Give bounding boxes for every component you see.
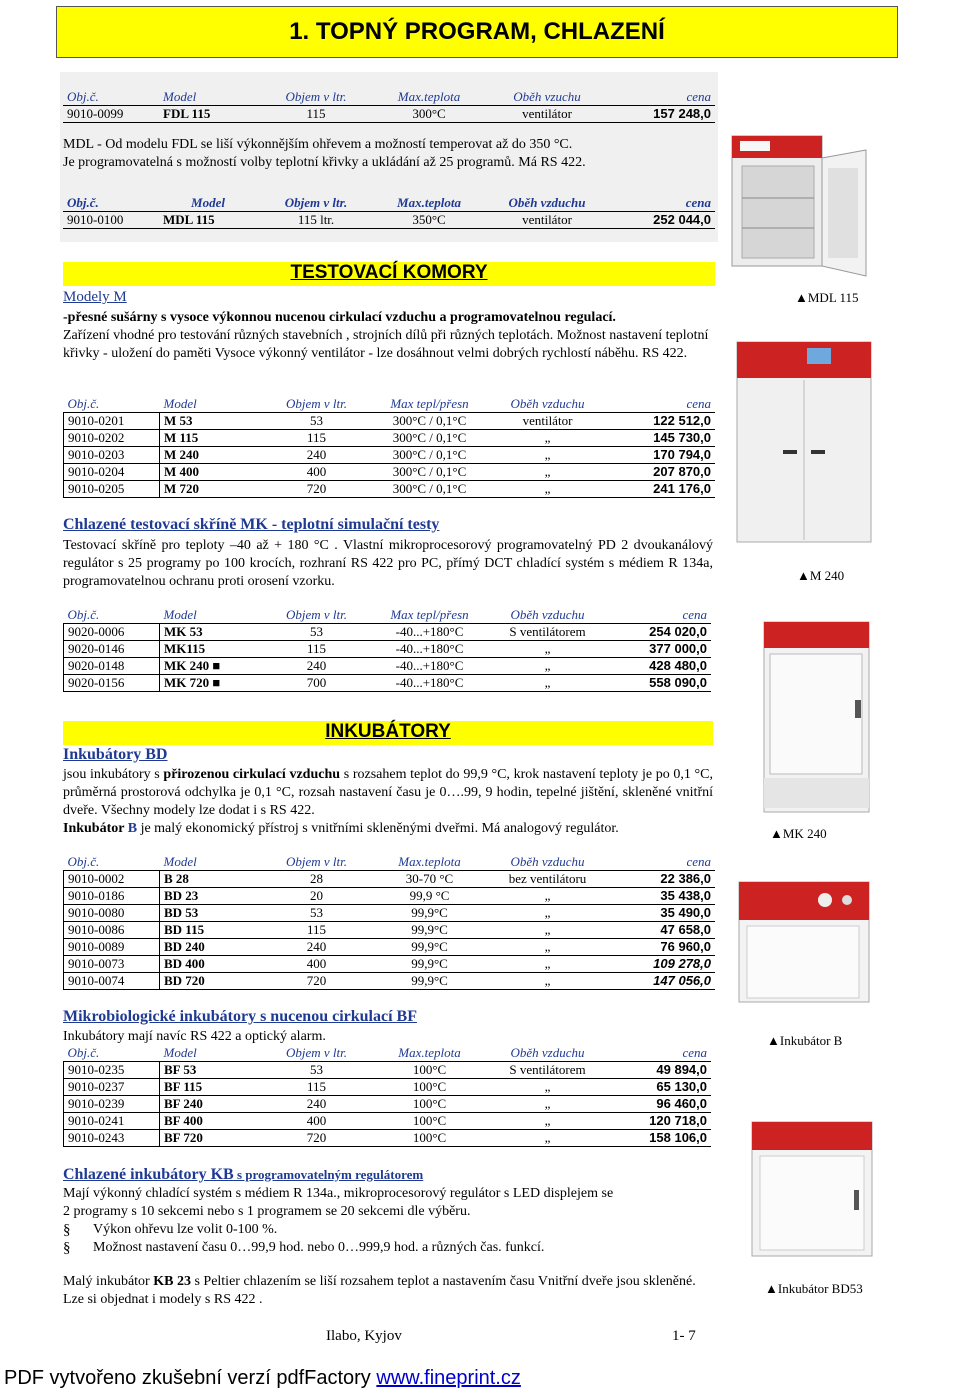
table-row: 9010-0089 BD 240 240 99,9°C „ 76 960,0 — [64, 939, 716, 956]
table-row: 9010-0099 FDL 115 115 300°C ventilátor 157 248,0 — [63, 106, 715, 123]
section-heading-inkubatory: INKUBÁTORY — [63, 721, 713, 745]
table-row: 9010-0237 BF 115 115 100°C „ 65 130,0 — [64, 1079, 712, 1096]
subheading-bd: Inkubátory BD — [63, 746, 168, 763]
table-row: 9010-0241 BF 400 400 100°C „ 120 718,0 — [64, 1113, 712, 1130]
modely-m-description: Zařízení vhodné pro testování různých stavebních , strojních dílů při různých teplotách. Možnost nastavení teplotní křivky - uložení do paměti Vysoce výkonný ventilátor - lze dosáhnout velmi dobrých rychlostí náběhu. RS 422. — [63, 328, 709, 361]
caption-inkubator-bd53: ▲Inkubátor BD53 — [765, 1281, 863, 1296]
kb23-description: Malý inkubátor KB 23 s Peltier chlazením se liší rozsahem teplot a nastavením času Vnitřní dveře jsou skleněné. Lze si objednat i modely s RS 422 . — [63, 1274, 696, 1307]
fineprint-link[interactable]: www.fineprint.cz — [376, 1367, 521, 1389]
m-table — [63, 396, 715, 498]
bf-table — [63, 1045, 711, 1147]
footer-page-number: 1- 7 — [672, 1328, 696, 1344]
table-header: Obj.č. Model Objem v ltr. Max.teplota Oběh vzduchu cena — [63, 195, 715, 212]
table-row: 9010-0202 M 115 115 300°C / 0,1°C „ 145 730,0 — [64, 430, 716, 447]
table-row: 9010-0074 BD 720 720 99,9°C „ 147 056,0 — [64, 973, 716, 990]
bd-table — [63, 854, 715, 990]
mk-description: Testovací skříně pro teploty –40 až + 180 °C . Vlastní mikroprocesorový programovatelný PD 2 dvoukanálový regulátor s 25 programy po 100 krocích, rozhraní RS 422 pro PC, přímý DCT chladící systém s médiem R 134a, programovatelnou ochranu proti orosení vzorku. — [63, 538, 713, 589]
subheading-kb: Chlazené inkubátory KB s programovatelným regulátorem — [63, 1166, 424, 1183]
subheading-mk: Chlazené testovací skříně MK - teplotní simulační testy — [63, 516, 440, 533]
bf-description: Inkubátory mají navíc RS 422 a optický alarm. — [63, 1029, 326, 1044]
page-title: 1. TOPNÝ PROGRAM, CHLAZENÍ — [56, 6, 898, 58]
table-row: 9010-0201 M 53 53 300°C / 0,1°C ventilátor 122 512,0 — [64, 413, 716, 430]
mdl-table — [63, 195, 715, 229]
caption-mk240: ▲MK 240 — [770, 826, 827, 841]
subheading-modely-m: Modely M — [63, 289, 127, 305]
table-row: 9010-0203 M 240 240 300°C / 0,1°C „ 170 794,0 — [64, 447, 716, 464]
mdl-description: MDL - Od modelu FDL se liší výkonnějším ohřevem a možností temperovat až do 350 °C. Je programovatelná s možností volby teplotní křivky a ukládání až 25 programů. Má RS 422. — [63, 137, 586, 170]
table-row: 9010-0235 BF 53 53 100°C S ventilátorem 49 894,0 — [64, 1062, 712, 1079]
table-row: 9010-0073 BD 400 400 99,9°C „ 109 278,0 — [64, 956, 716, 973]
table-header: Obj.č. Model Objem v ltr. Max.teplota Oběh vzuchu cena — [63, 89, 715, 106]
b-description: Inkubátor B je malý ekonomický přístroj s vnitřními skleněnými dveřmi. Má analogový regulátor. — [63, 821, 619, 836]
caption-mdl115: ▲MDL 115 — [795, 290, 859, 305]
caption-m240: ▲M 240 — [797, 568, 845, 583]
kb-description: Mají výkonný chladící systém s médiem R 134a., mikroprocesorový regulátor s LED displejem se 2 programy s 10 sekcemi nebo s 1 programem se 20 sekcemi dle výběru. § Výkon ohřevu lze volit 0-100 %. § Možnost nastavení času 0…99,9 hod. nebo 0…999,9 hod. a různých čas. funkcí. — [63, 1185, 713, 1257]
table-row: 9010-0002 B 28 28 30-70 °C bez ventilátoru 22 386,0 — [64, 871, 716, 888]
mdl115-oven-image — [728, 128, 873, 278]
subheading-bf: Mikrobiologické inkubátory s nucenou cirkulací BF — [63, 1008, 417, 1025]
table-row: 9010-0204 M 400 400 300°C / 0,1°C „ 207 870,0 — [64, 464, 716, 481]
fdl-table — [63, 89, 715, 123]
table-row: 9010-0080 BD 53 53 99,9°C „ 35 490,0 — [64, 905, 716, 922]
section-heading-testovaci: TESTOVACÍ KOMORY — [63, 262, 715, 286]
table-header: Obj.č. Model Objem v ltr. Max tepl/přesn Oběh vzduchu cena — [64, 607, 712, 624]
caption-inkubator-b: ▲Inkubátor B — [767, 1033, 843, 1048]
table-header: Obj.č. Model Objem v ltr. Max tepl/přesn Oběh vzduchu cena — [64, 396, 716, 413]
table-row: 9020-0006 MK 53 53 -40...+180°C S ventilátorem 254 020,0 — [64, 624, 712, 641]
table-row: 9020-0146 MK115 115 -40...+180°C „ 377 000,0 — [64, 641, 712, 658]
table-row: 9010-0239 BF 240 240 100°C „ 96 460,0 — [64, 1096, 712, 1113]
modely-m-bold-line: -přesné sušárny s vysoce výkonnou nucenou cirkulací vzduchu a programovatelnou regulací. — [63, 310, 616, 325]
m240-oven-image — [735, 340, 875, 550]
table-row: 9010-0100 MDL 115 115 ltr. 350°C ventilátor 252 044,0 — [63, 212, 715, 229]
kb-bullet: § Možnost nastavení času 0…99,9 hod. nebo 0…999,9 hod. a různých čas. funkcí. — [63, 1240, 545, 1256]
table-row: 9020-0148 MK 240 ■ 240 -40...+180°C „ 428 480,0 — [64, 658, 712, 675]
mk-table — [63, 607, 711, 692]
table-header: Obj.č. Model Objem v ltr. Max.teplota Oběh vzduchu cena — [64, 1045, 712, 1062]
table-header: Obj.č. Model Objem v ltr. Max.teplota Oběh vzduchu cena — [64, 854, 716, 871]
inkubator-bd53-image — [750, 1120, 875, 1260]
kb-bullet: § Výkon ohřevu lze volit 0-100 %. — [63, 1222, 278, 1238]
table-row: 9010-0186 BD 23 20 99,9 °C „ 35 438,0 — [64, 888, 716, 905]
table-row: 9010-0086 BD 115 115 99,9°C „ 47 658,0 — [64, 922, 716, 939]
table-row: 9020-0156 MK 720 ■ 700 -40...+180°C „ 558 090,0 — [64, 675, 712, 692]
table-row: 9010-0205 M 720 720 300°C / 0,1°C „ 241 176,0 — [64, 481, 716, 498]
pdf-notice: PDF vytvořeno zkušební verzí pdfFactory www.fineprint.cz — [4, 1367, 521, 1389]
inkubator-b-image — [737, 880, 872, 1010]
section-sign-icon: § — [63, 1240, 71, 1256]
section-sign-icon: § — [63, 1222, 71, 1238]
mk240-chamber-image — [760, 620, 875, 815]
bd-description: jsou inkubátory s přirozenou cirkulací vzduchu s rozsahem teplot do 99,9 °C, krok nastavení teploty je po 0,1 °C, průměrná prostorová odchylka je 0,1 °C, rozsah nastavení času je 0….99, 9 hodin, tepelné jištění, skleněné vnitřní dveře. Všechny modely lze dodat i s RS 422. — [63, 767, 713, 818]
table-row: 9010-0243 BF 720 720 100°C „ 158 106,0 — [64, 1130, 712, 1147]
footer-company: Ilabo, Kyjov — [326, 1328, 402, 1344]
